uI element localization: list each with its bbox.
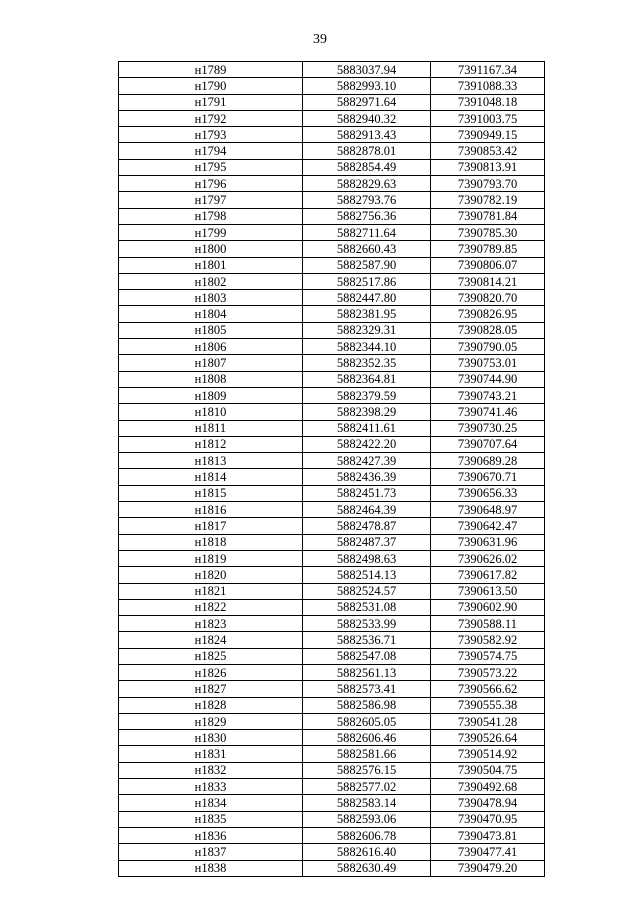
x-coordinate-cell: 5882711.64 xyxy=(303,224,431,240)
x-coordinate-cell: 5882573.41 xyxy=(303,681,431,697)
x-coordinate-cell: 5882793.76 xyxy=(303,192,431,208)
table-row xyxy=(119,550,545,566)
x-coordinate-cell: 5882422.20 xyxy=(303,436,431,452)
x-coordinate-cell: 5882913.43 xyxy=(303,127,431,143)
table-row xyxy=(119,436,545,452)
point-id-cell: н1827 xyxy=(119,681,303,697)
point-id-cell: н1837 xyxy=(119,844,303,860)
y-coordinate-cell: 7390814.21 xyxy=(431,273,545,289)
point-id-cell: н1818 xyxy=(119,534,303,550)
y-coordinate-cell: 7390853.42 xyxy=(431,143,545,159)
y-coordinate-cell: 7390789.85 xyxy=(431,241,545,257)
point-id-cell: н1823 xyxy=(119,616,303,632)
y-coordinate-cell: 7390631.96 xyxy=(431,534,545,550)
table-row xyxy=(119,795,545,811)
table-row xyxy=(119,143,545,159)
y-coordinate-cell: 7390790.05 xyxy=(431,339,545,355)
y-coordinate-cell: 7390626.02 xyxy=(431,550,545,566)
x-coordinate-cell: 5882464.39 xyxy=(303,502,431,518)
point-id-cell: н1830 xyxy=(119,730,303,746)
point-id-cell: н1803 xyxy=(119,290,303,306)
y-coordinate-cell: 7390648.97 xyxy=(431,502,545,518)
point-id-cell: н1797 xyxy=(119,192,303,208)
table-row xyxy=(119,534,545,550)
x-coordinate-cell: 5882586.98 xyxy=(303,697,431,713)
point-id-cell: н1802 xyxy=(119,273,303,289)
table-row xyxy=(119,583,545,599)
x-coordinate-cell: 5882581.66 xyxy=(303,746,431,762)
x-coordinate-cell: 5882940.32 xyxy=(303,110,431,126)
y-coordinate-cell: 7390541.28 xyxy=(431,713,545,729)
table-row xyxy=(119,322,545,338)
point-id-cell: н1821 xyxy=(119,583,303,599)
x-coordinate-cell: 5882576.15 xyxy=(303,762,431,778)
point-id-cell: н1838 xyxy=(119,860,303,876)
table-row xyxy=(119,339,545,355)
point-id-cell: н1796 xyxy=(119,176,303,192)
x-coordinate-cell: 5882329.31 xyxy=(303,322,431,338)
y-coordinate-cell: 7390656.33 xyxy=(431,485,545,501)
point-id-cell: н1822 xyxy=(119,599,303,615)
point-id-cell: н1815 xyxy=(119,485,303,501)
table-row xyxy=(119,127,545,143)
y-coordinate-cell: 7390820.70 xyxy=(431,290,545,306)
table-row xyxy=(119,664,545,680)
x-coordinate-cell: 5882436.39 xyxy=(303,469,431,485)
y-coordinate-cell: 7390949.15 xyxy=(431,127,545,143)
x-coordinate-cell: 5882756.36 xyxy=(303,208,431,224)
x-coordinate-cell: 5882854.49 xyxy=(303,159,431,175)
y-coordinate-cell: 7390670.71 xyxy=(431,469,545,485)
x-coordinate-cell: 5882630.49 xyxy=(303,860,431,876)
point-id-cell: н1791 xyxy=(119,94,303,110)
x-coordinate-cell: 5882660.43 xyxy=(303,241,431,257)
x-coordinate-cell: 5882577.02 xyxy=(303,779,431,795)
table-row xyxy=(119,159,545,175)
x-coordinate-cell: 5882451.73 xyxy=(303,485,431,501)
y-coordinate-cell: 7390730.25 xyxy=(431,420,545,436)
point-id-cell: н1833 xyxy=(119,779,303,795)
y-coordinate-cell: 7390613.50 xyxy=(431,583,545,599)
table-row xyxy=(119,762,545,778)
x-coordinate-cell: 5882398.29 xyxy=(303,404,431,420)
x-coordinate-cell: 5882606.78 xyxy=(303,827,431,843)
y-coordinate-cell: 7390602.90 xyxy=(431,599,545,615)
coordinates-table-body xyxy=(119,62,545,877)
y-coordinate-cell: 7390514.92 xyxy=(431,746,545,762)
x-coordinate-cell: 5882605.05 xyxy=(303,713,431,729)
point-id-cell: н1828 xyxy=(119,697,303,713)
y-coordinate-cell: 7390573.22 xyxy=(431,664,545,680)
table-row xyxy=(119,192,545,208)
table-row xyxy=(119,241,545,257)
x-coordinate-cell: 5882587.90 xyxy=(303,257,431,273)
y-coordinate-cell: 7390617.82 xyxy=(431,567,545,583)
table-row xyxy=(119,257,545,273)
x-coordinate-cell: 5882381.95 xyxy=(303,306,431,322)
x-coordinate-cell: 5882561.13 xyxy=(303,664,431,680)
point-id-cell: н1795 xyxy=(119,159,303,175)
point-id-cell: н1824 xyxy=(119,632,303,648)
table-row xyxy=(119,176,545,192)
x-coordinate-cell: 5882829.63 xyxy=(303,176,431,192)
table-row xyxy=(119,94,545,110)
table-row xyxy=(119,632,545,648)
point-id-cell: н1800 xyxy=(119,241,303,257)
point-id-cell: н1813 xyxy=(119,453,303,469)
x-coordinate-cell: 5882447.80 xyxy=(303,290,431,306)
point-id-cell: н1804 xyxy=(119,306,303,322)
point-id-cell: н1834 xyxy=(119,795,303,811)
x-coordinate-cell: 5882606.46 xyxy=(303,730,431,746)
table-row xyxy=(119,567,545,583)
table-row xyxy=(119,273,545,289)
table-row xyxy=(119,355,545,371)
x-coordinate-cell: 5882352.35 xyxy=(303,355,431,371)
x-coordinate-cell: 5882536.71 xyxy=(303,632,431,648)
point-id-cell: н1808 xyxy=(119,371,303,387)
point-id-cell: н1799 xyxy=(119,224,303,240)
point-id-cell: н1789 xyxy=(119,62,303,78)
table-row xyxy=(119,469,545,485)
table-row xyxy=(119,224,545,240)
point-id-cell: н1835 xyxy=(119,811,303,827)
y-coordinate-cell: 7390741.46 xyxy=(431,404,545,420)
table-row xyxy=(119,681,545,697)
point-id-cell: н1809 xyxy=(119,387,303,403)
y-coordinate-cell: 7390782.19 xyxy=(431,192,545,208)
table-row xyxy=(119,453,545,469)
y-coordinate-cell: 7390478.94 xyxy=(431,795,545,811)
table-row xyxy=(119,485,545,501)
x-coordinate-cell: 5882514.13 xyxy=(303,567,431,583)
y-coordinate-cell: 7390555.38 xyxy=(431,697,545,713)
table-row xyxy=(119,599,545,615)
point-id-cell: н1807 xyxy=(119,355,303,371)
table-row xyxy=(119,306,545,322)
table-row xyxy=(119,860,545,876)
y-coordinate-cell: 7390744.90 xyxy=(431,371,545,387)
x-coordinate-cell: 5882878.01 xyxy=(303,143,431,159)
y-coordinate-cell: 7390582.92 xyxy=(431,632,545,648)
point-id-cell: н1792 xyxy=(119,110,303,126)
point-id-cell: н1793 xyxy=(119,127,303,143)
x-coordinate-cell: 5882344.10 xyxy=(303,339,431,355)
table-row xyxy=(119,78,545,94)
table-row xyxy=(119,697,545,713)
table-row xyxy=(119,746,545,762)
x-coordinate-cell: 5882593.06 xyxy=(303,811,431,827)
y-coordinate-cell: 7390743.21 xyxy=(431,387,545,403)
x-coordinate-cell: 5883037.94 xyxy=(303,62,431,78)
point-id-cell: н1812 xyxy=(119,436,303,452)
table-row xyxy=(119,62,545,78)
point-id-cell: н1829 xyxy=(119,713,303,729)
y-coordinate-cell: 7390526.64 xyxy=(431,730,545,746)
point-id-cell: н1794 xyxy=(119,143,303,159)
y-coordinate-cell: 7390477.41 xyxy=(431,844,545,860)
table-row xyxy=(119,371,545,387)
point-id-cell: н1805 xyxy=(119,322,303,338)
y-coordinate-cell: 7390588.11 xyxy=(431,616,545,632)
y-coordinate-cell: 7390707.64 xyxy=(431,436,545,452)
point-id-cell: н1801 xyxy=(119,257,303,273)
y-coordinate-cell: 7390574.75 xyxy=(431,648,545,664)
x-coordinate-cell: 5882993.10 xyxy=(303,78,431,94)
table-row xyxy=(119,290,545,306)
point-id-cell: н1826 xyxy=(119,664,303,680)
x-coordinate-cell: 5882427.39 xyxy=(303,453,431,469)
y-coordinate-cell: 7390793.70 xyxy=(431,176,545,192)
y-coordinate-cell: 7390826.95 xyxy=(431,306,545,322)
y-coordinate-cell: 7390642.47 xyxy=(431,518,545,534)
x-coordinate-cell: 5882616.40 xyxy=(303,844,431,860)
y-coordinate-cell: 7391088.33 xyxy=(431,78,545,94)
y-coordinate-cell: 7390504.75 xyxy=(431,762,545,778)
point-id-cell: н1820 xyxy=(119,567,303,583)
point-id-cell: н1790 xyxy=(119,78,303,94)
x-coordinate-cell: 5882524.57 xyxy=(303,583,431,599)
table-row xyxy=(119,502,545,518)
y-coordinate-cell: 7390566.62 xyxy=(431,681,545,697)
x-coordinate-cell: 5882517.86 xyxy=(303,273,431,289)
y-coordinate-cell: 7390785.30 xyxy=(431,224,545,240)
point-id-cell: н1811 xyxy=(119,420,303,436)
y-coordinate-cell: 7390492.68 xyxy=(431,779,545,795)
x-coordinate-cell: 5882411.61 xyxy=(303,420,431,436)
coordinates-table xyxy=(118,61,545,877)
table-row xyxy=(119,648,545,664)
x-coordinate-cell: 5882498.63 xyxy=(303,550,431,566)
x-coordinate-cell: 5882379.59 xyxy=(303,387,431,403)
y-coordinate-cell: 7390781.84 xyxy=(431,208,545,224)
x-coordinate-cell: 5882533.99 xyxy=(303,616,431,632)
table-row xyxy=(119,779,545,795)
y-coordinate-cell: 7390813.91 xyxy=(431,159,545,175)
table-row xyxy=(119,404,545,420)
table-row xyxy=(119,844,545,860)
point-id-cell: н1814 xyxy=(119,469,303,485)
table-row xyxy=(119,420,545,436)
x-coordinate-cell: 5882547.08 xyxy=(303,648,431,664)
page-number: 39 xyxy=(313,32,327,47)
point-id-cell: н1806 xyxy=(119,339,303,355)
y-coordinate-cell: 7391003.75 xyxy=(431,110,545,126)
table-row xyxy=(119,713,545,729)
y-coordinate-cell: 7391167.34 xyxy=(431,62,545,78)
x-coordinate-cell: 5882583.14 xyxy=(303,795,431,811)
point-id-cell: н1832 xyxy=(119,762,303,778)
y-coordinate-cell: 7390689.28 xyxy=(431,453,545,469)
y-coordinate-cell: 7390753.01 xyxy=(431,355,545,371)
x-coordinate-cell: 5882971.64 xyxy=(303,94,431,110)
point-id-cell: н1798 xyxy=(119,208,303,224)
point-id-cell: н1831 xyxy=(119,746,303,762)
y-coordinate-cell: 7390473.81 xyxy=(431,827,545,843)
y-coordinate-cell: 7390479.20 xyxy=(431,860,545,876)
x-coordinate-cell: 5882364.81 xyxy=(303,371,431,387)
table-row xyxy=(119,208,545,224)
y-coordinate-cell: 7390470.95 xyxy=(431,811,545,827)
point-id-cell: н1810 xyxy=(119,404,303,420)
table-row xyxy=(119,827,545,843)
table-row xyxy=(119,110,545,126)
point-id-cell: н1836 xyxy=(119,827,303,843)
point-id-cell: н1819 xyxy=(119,550,303,566)
table-row xyxy=(119,730,545,746)
table-row xyxy=(119,518,545,534)
y-coordinate-cell: 7390828.05 xyxy=(431,322,545,338)
table-row xyxy=(119,811,545,827)
table-row xyxy=(119,387,545,403)
table-row xyxy=(119,616,545,632)
x-coordinate-cell: 5882487.37 xyxy=(303,534,431,550)
y-coordinate-cell: 7390806.07 xyxy=(431,257,545,273)
point-id-cell: н1816 xyxy=(119,502,303,518)
point-id-cell: н1817 xyxy=(119,518,303,534)
y-coordinate-cell: 7391048.18 xyxy=(431,94,545,110)
x-coordinate-cell: 5882531.08 xyxy=(303,599,431,615)
point-id-cell: н1825 xyxy=(119,648,303,664)
x-coordinate-cell: 5882478.87 xyxy=(303,518,431,534)
